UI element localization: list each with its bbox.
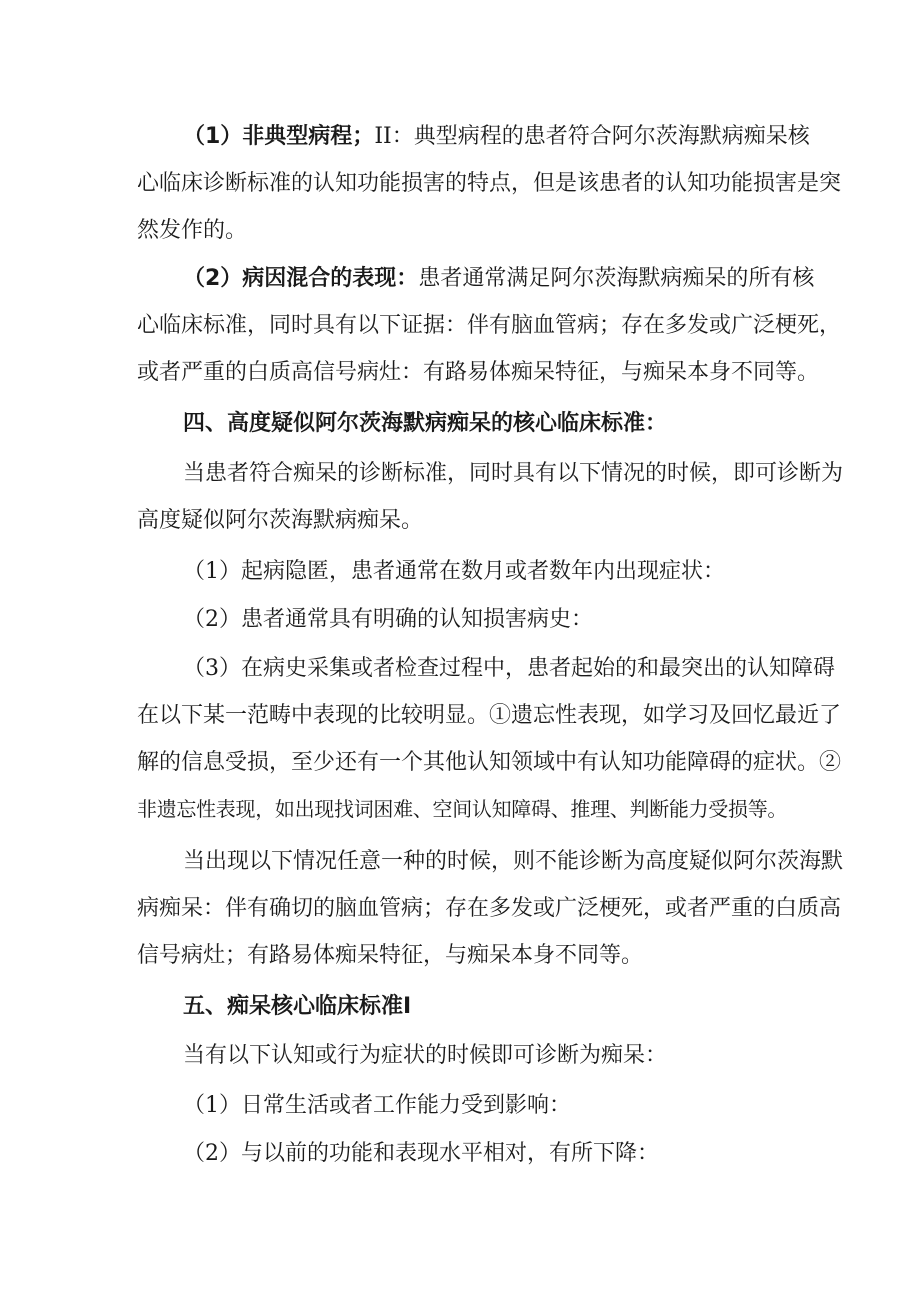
paragraph-exclusion [137,838,844,979]
paragraph-label: （2）病因混合的表现： [183,266,419,291]
paragraph-atypical-course [137,113,842,254]
section-heading-5 [137,983,797,1030]
paragraph-mixed-etiology [137,255,842,396]
list-item-text: （2）患者通常具有明确的认知损害病史： [183,607,593,632]
list-item-text: （2）与以前的功能和表现水平相对，有所下降： [183,1141,659,1166]
list-item-line: （3）在病史采集或者检查过程中，患者起始的和最突出的认知障碍 [183,656,835,681]
paragraph-line: 当有以下认知或行为症状的时候即可诊断为痴呆： [183,1043,668,1068]
paragraph-line: 信号病灶；有路易体痴呆特征，与痴呆本身不同等。 [137,943,644,968]
list-item-line: 解的信息受损，至少还有一个其他认知领域中有认知功能障碍的症状。② [137,750,842,775]
heading-text: 四、高度疑似阿尔茨海默病痴呆的核心临床标准： [183,411,668,436]
paragraph-text: II：典型病程的患者符合阿尔茨海默病痴呆核 [374,124,810,149]
paragraph-line: 高度疑似阿尔茨海默病痴呆。 [137,508,424,533]
paragraph-dementia-intro [137,1032,797,1079]
paragraph-line: 当患者符合痴呆的诊断标准，同时具有以下情况的时候，即可诊断为 [183,461,844,486]
paragraph-label: （1）非典型病程； [183,124,375,149]
paragraph-diagnosis-intro [137,450,844,544]
paragraph-line: 病痴呆：伴有确切的脑血管病；存在多发或广泛梗死，或者严重的白质高 [137,896,842,921]
section-heading-4 [137,400,797,447]
list-item-5-1 [137,1082,797,1129]
list-item-1 [137,548,797,595]
paragraph-line: 心临床诊断标准的认知功能损害的特点，但是该患者的认知功能损害是突 [137,171,842,196]
paragraph-line: 或者严重的白质高信号病灶：有路易体痴呆特征，与痴呆本身不同等。 [137,360,820,385]
paragraph-line: 当出现以下情况任意一种的时候，则不能诊断为高度疑似阿尔茨海默 [183,849,844,874]
paragraph-line: 心临床标准，同时具有以下证据：伴有脑血管病；存在多发或广泛梗死， [137,313,842,338]
list-item-line: 在以下某一范畴中表现的比较明显。①遗忘性表现，如学习及回忆最近了 [137,703,842,728]
list-item-5-2 [137,1130,797,1177]
list-item-text: （1）日常生活或者工作能力受到影响： [183,1093,571,1118]
list-item-text: （1）起病隐匿，患者通常在数月或者数年内出现症状： [183,559,725,584]
paragraph-line: 然发作的。 [137,218,248,243]
heading-text: 五、痴呆核心临床标准I [183,994,412,1019]
list-item-line: 非遗忘性表现，如出现找词困难、空间认知障碍、推理、判断能力受损等。 [137,797,788,821]
list-item-2 [137,596,797,643]
list-item-3 [137,645,842,833]
paragraph-text: 患者通常满足阿尔茨海默病痴呆的所有核 [418,266,815,291]
